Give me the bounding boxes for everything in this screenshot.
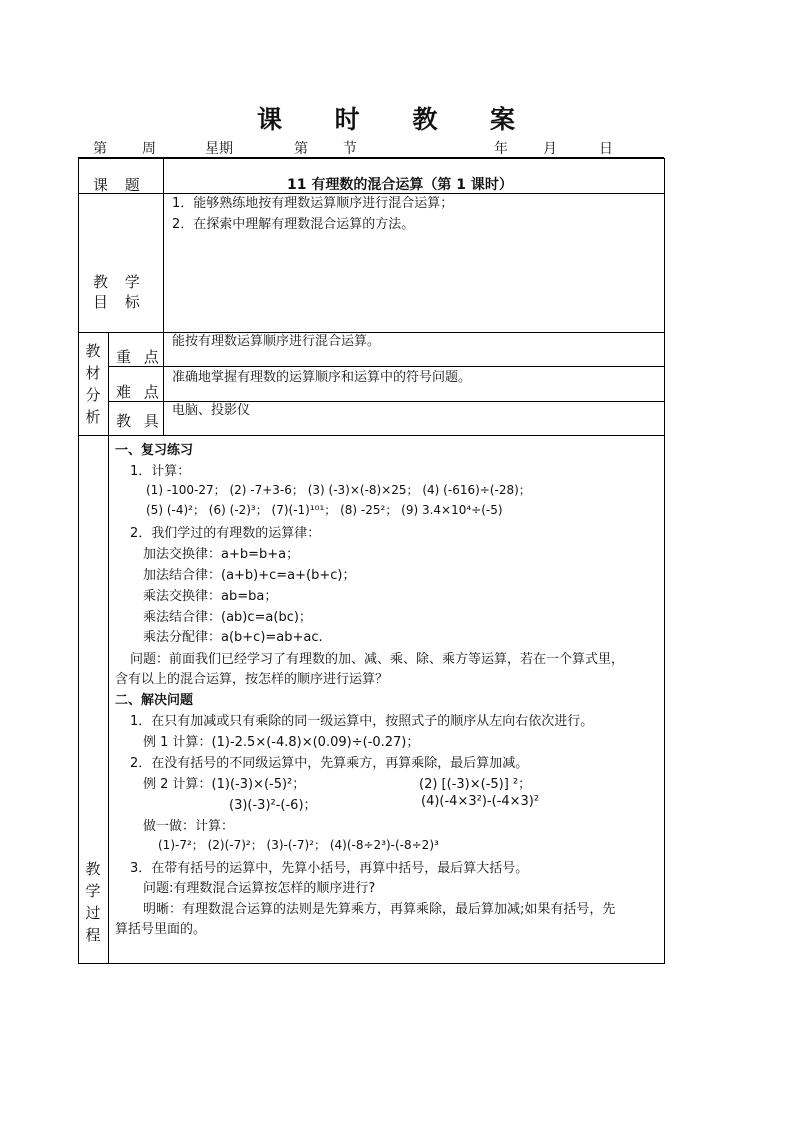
process-line: (5) (-4)²； (6) (-2)³； (7)(-1)¹⁰¹； (8) -25²； (9) 3.4×10⁴÷(-5) — [146, 503, 503, 517]
process-line: 问题：前面我们已经学习了有理数的加、减、乘、除、乘方等运算，若在一个算式里， — [130, 652, 625, 667]
header-week-prefix: 第 — [93, 141, 107, 157]
process-line: 做一做：计算： — [143, 819, 235, 834]
process-line: 问题:有理数混合运算按怎样的顺序进行? — [143, 881, 376, 896]
goal-item: 1．能够熟练地按有理数运算顺序进行混合运算； — [172, 196, 454, 211]
process-line: 明晰：有理数混合运算的法则是先算乘方，再算乘除，最后算加减;如果有括号，先 — [143, 902, 616, 917]
process-line: 例 1 计算：(1)-2.5×(-4.8)×(0.09)÷(-0.27)； — [143, 735, 420, 750]
section-heading: 二、解决问题 — [115, 693, 194, 708]
process-line: 乘法结合律：(ab)c=a(bc)； — [143, 610, 312, 625]
process-line: 2．我们学过的有理数的运算律： — [130, 526, 321, 541]
header-month: 月 — [543, 141, 557, 157]
process-line: (2) [(-3)×(-5)] ²； — [419, 777, 532, 792]
difficulty-value: 准确地掌握有理数的运算顺序和运算中的符号问题。 — [172, 370, 472, 385]
page-title: 课 时 教 案 — [256, 105, 538, 134]
header-weekday: 星期 — [205, 141, 233, 157]
process-line: 例 2 计算：(1)(-3)×(-5)²； — [143, 777, 306, 792]
process-line: 乘法分配律：a(b+c)=ab+ac. — [143, 630, 323, 645]
header-period: 节 — [343, 141, 357, 157]
analysis-label: 教 材 分 析 — [85, 342, 101, 426]
key-point-value: 能按有理数运算顺序进行混合运算。 — [172, 334, 381, 349]
process-line: 1．计算： — [130, 464, 191, 479]
topic-value: 11 有理数的混合运算（第 1 课时） — [287, 177, 513, 193]
process-line: (3)(-3)²-(-6)； — [229, 798, 317, 813]
tools-label: 教 具 — [116, 412, 163, 430]
header-period-prefix: 第 — [294, 141, 308, 157]
difficulty-label: 难 点 — [116, 383, 163, 401]
header-week: 周 — [142, 141, 156, 157]
goals-label-1: 教 学 — [93, 273, 146, 291]
process-line: 加法交换律：a+b=b+a； — [143, 547, 300, 562]
process-line: 算括号里面的。 — [115, 922, 207, 937]
section-heading: 一、复习练习 — [115, 443, 194, 458]
goals-label-2: 目 标 — [93, 293, 146, 311]
process-label: 教 学 过 程 — [85, 860, 101, 944]
process-line: (1) -100-27； (2) -7+3-6； (3) (-3)×(-8)×25； (4) (-616)÷(-28)； — [146, 483, 531, 497]
process-line: (4)(-4×3²)-(-4×3)² — [421, 794, 540, 809]
process-line: 含有以上的混合运算，按怎样的顺序进行运算？ — [115, 672, 389, 687]
process-line: 2．在没有括号的不同级运算中，先算乘方，再算乘除，最后算加减。 — [130, 756, 529, 771]
header-year: 年 — [494, 141, 508, 157]
process-line: 1．在只有加减或只有乘除的同一级运算中，按照式子的顺序从左向右依次进行。 — [130, 714, 594, 729]
goal-item: 2．在探索中理解有理数混合运算的方法。 — [172, 217, 415, 232]
header-day: 日 — [599, 141, 613, 157]
process-line: 加法结合律：(a+b)+c=a+(b+c)； — [143, 568, 356, 583]
topic-label: 课 题 — [93, 176, 146, 194]
key-point-label: 重 点 — [116, 348, 163, 366]
process-line: 3．在带有括号的运算中，先算小括号，再算中括号，最后算大括号。 — [130, 861, 529, 876]
process-line: 乘法交换律：ab=ba； — [143, 589, 278, 604]
process-line: (1)-7²； (2)(-7)²； (3)-(-7)²； (4)(-8÷2³)-(-8÷2)³ — [158, 838, 439, 852]
tools-value: 电脑、投影仪 — [172, 403, 251, 418]
